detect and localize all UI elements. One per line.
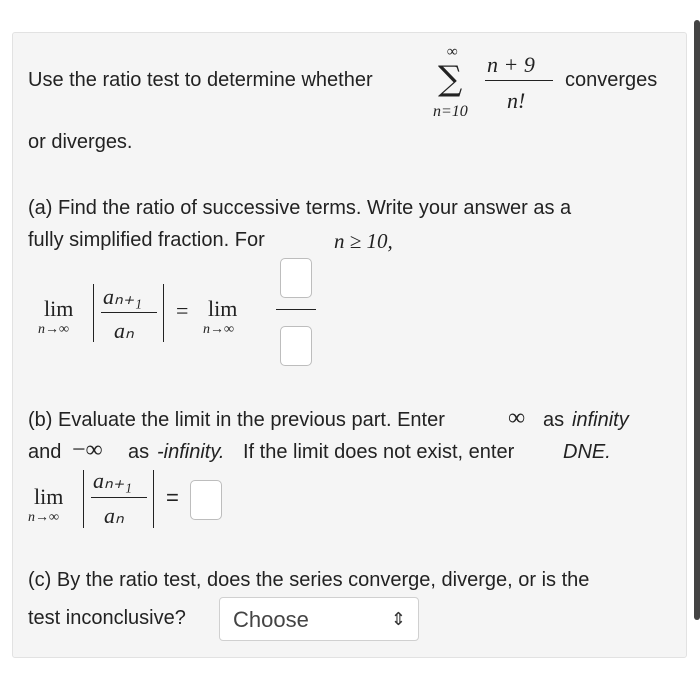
part-b-line1-a: (b) Evaluate the limit in the previous part. Enter bbox=[28, 409, 445, 431]
part-b-lim: lim bbox=[34, 484, 64, 509]
abs-bar-right bbox=[163, 284, 164, 342]
part-c-line2: test inconclusive? bbox=[28, 607, 186, 629]
part-a-numerator-input[interactable] bbox=[280, 258, 312, 298]
part-a-denominator-input[interactable] bbox=[280, 326, 312, 366]
abs-bar-left bbox=[93, 284, 94, 342]
part-b-answer-input[interactable] bbox=[190, 480, 222, 520]
part-b-as2-text: as bbox=[128, 441, 150, 463]
sigma-symbol: ∑ bbox=[438, 59, 463, 99]
part-b-ratio-den: aₙ bbox=[104, 503, 124, 528]
converges-text: converges bbox=[565, 69, 658, 91]
part-a-lim-left: lim bbox=[44, 296, 74, 321]
part-c-line1: (c) By the ratio test, does the series converge, diverge, or is the bbox=[28, 569, 590, 591]
intro-text: Use the ratio test to determine whether bbox=[28, 69, 373, 91]
sum-lower-limit: n=10 bbox=[433, 103, 468, 120]
part-a-lim-right-sub: n→∞ bbox=[203, 322, 234, 337]
part-c-answer-select[interactable] bbox=[219, 597, 419, 641]
part-b-as-text: as bbox=[543, 409, 565, 431]
part-a-line2: fully simplified fraction. For bbox=[28, 229, 265, 251]
part-b-abs-bar-left bbox=[83, 470, 84, 528]
part-b-ratio-num: aₙ₊₁ bbox=[93, 468, 133, 493]
scrollbar[interactable] bbox=[694, 20, 700, 620]
part-b-neg-inf-symbol: −∞ bbox=[72, 437, 103, 463]
part-b-ratio-bar bbox=[91, 497, 147, 498]
series-numerator: n + 9 bbox=[487, 52, 535, 77]
updown-chevron-icon: ⇕ bbox=[390, 609, 406, 629]
part-a-answer-fraction-bar bbox=[276, 309, 316, 310]
part-a-equals: = bbox=[176, 298, 189, 323]
question-card bbox=[12, 32, 687, 658]
series-denominator: n! bbox=[507, 88, 526, 113]
part-b-lim-sub: n→∞ bbox=[28, 510, 59, 525]
part-a-lim-right: lim bbox=[208, 296, 238, 321]
part-a-lim-left-sub: n→∞ bbox=[38, 322, 69, 337]
part-b-infinity-word: infinity bbox=[572, 409, 629, 431]
part-a-line1: (a) Find the ratio of successive terms. Write your answer as a bbox=[28, 197, 572, 219]
part-a-ratio-num: aₙ₊₁ bbox=[103, 284, 143, 309]
part-b-dne-text: If the limit does not exist, enter bbox=[243, 441, 515, 463]
series-fraction-bar bbox=[485, 80, 553, 81]
or-diverges-text: or diverges. bbox=[28, 131, 133, 153]
part-b-neg-infinity-word: -infinity. bbox=[157, 441, 225, 463]
select-value: Choose bbox=[233, 607, 309, 632]
part-b-inf-symbol: ∞ bbox=[508, 405, 526, 431]
part-b-abs-bar-right bbox=[153, 470, 154, 528]
part-b-dne-word: DNE. bbox=[563, 441, 611, 463]
part-a-condition: n ≥ 10, bbox=[334, 229, 393, 253]
part-a-ratio-bar bbox=[101, 312, 157, 313]
part-b-and-text: and bbox=[28, 441, 62, 463]
part-a-ratio-den: aₙ bbox=[114, 318, 134, 343]
part-b-equals: = bbox=[166, 485, 179, 510]
sum-upper-limit: ∞ bbox=[447, 44, 458, 60]
